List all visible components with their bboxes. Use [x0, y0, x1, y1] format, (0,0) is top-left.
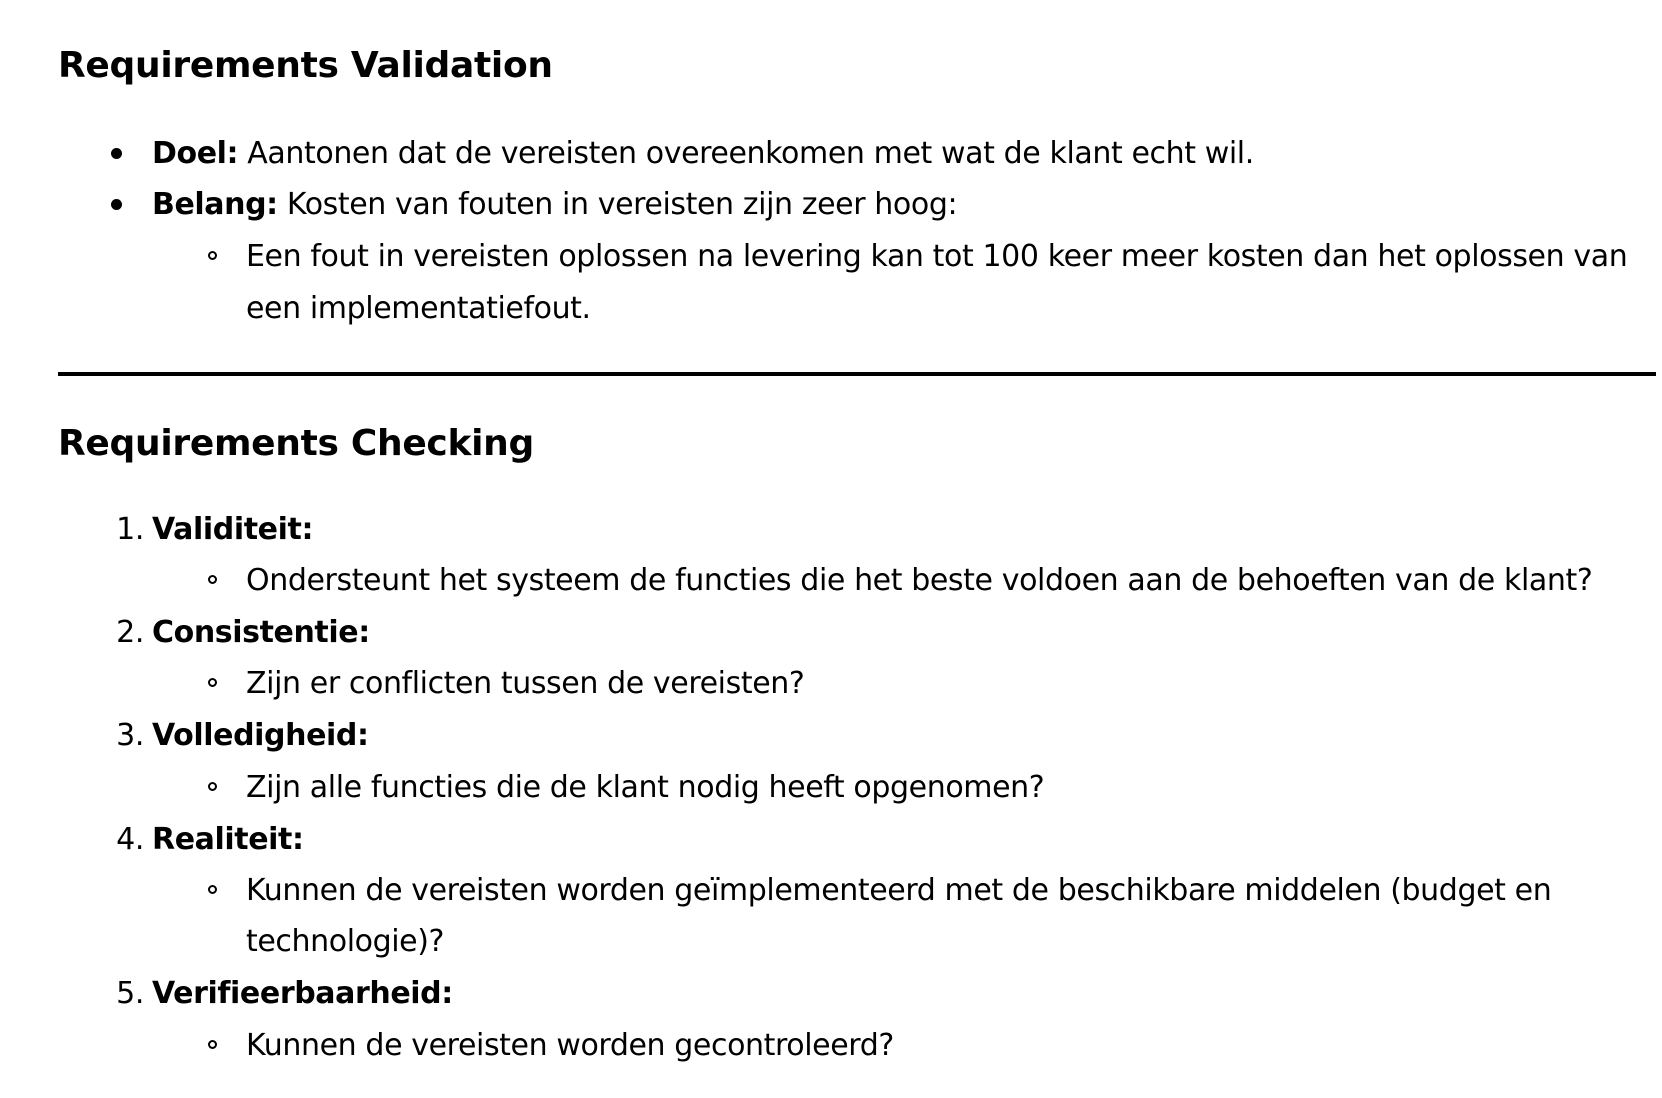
- item-label: Belang:: [152, 187, 278, 222]
- validation-subitem-line1: Een fout in vereisten oplossen na levering kan tot 100 keer meer kosten dan het oplossen van: [246, 239, 1628, 274]
- checking-subitem: Zijn er conflicten tussen de vereisten?: [246, 666, 805, 701]
- list-number: 1.: [116, 512, 144, 547]
- checking-item-label-volledigheid: Volledigheid:: [152, 718, 369, 753]
- bullet-disc: [111, 148, 122, 159]
- checking-item-label-consistentie: Consistentie:: [152, 615, 370, 650]
- checking-item-label-validiteit: Validiteit:: [152, 512, 314, 547]
- item-label: Doel:: [152, 136, 239, 171]
- horizontal-divider: [58, 372, 1656, 376]
- list-number: 4.: [116, 822, 144, 857]
- list-number: 3.: [116, 718, 144, 753]
- checking-subitem: technologie)?: [246, 924, 445, 959]
- section-title-validation: Requirements Validation: [58, 45, 553, 86]
- bullet-circle: [208, 575, 217, 584]
- checking-subitem: Kunnen de vereisten worden geïmplementeerd met de beschikbare middelen (budget en: [246, 873, 1552, 908]
- validation-item-belang: [152, 179, 957, 231]
- list-number: 5.: [116, 976, 144, 1011]
- bullet-circle: [208, 782, 217, 791]
- checking-subitem: Kunnen de vereisten worden gecontroleerd?: [246, 1028, 894, 1063]
- bullet-circle: [208, 1040, 217, 1049]
- item-text: Aantonen dat de vereisten overeenkomen met wat de klant echt wil.: [238, 136, 1254, 171]
- bullet-circle: [208, 678, 217, 687]
- validation-subitem-line2: een implementatiefout.: [246, 291, 591, 326]
- list-number: 2.: [116, 615, 144, 650]
- validation-item-doel: [152, 128, 1254, 180]
- bullet-circle: [208, 251, 217, 260]
- checking-item-label-realiteit: Realiteit:: [152, 822, 304, 857]
- checking-subitem: Ondersteunt het systeem de functies die het beste voldoen aan de behoeften van de klant?: [246, 563, 1593, 598]
- item-text: Kosten van fouten in vereisten zijn zeer hoog:: [277, 187, 958, 222]
- bullet-circle: [208, 885, 217, 894]
- section-title-checking: Requirements Checking: [58, 423, 534, 464]
- checking-item-label-verifieerbaarheid: Verifieerbaarheid:: [152, 976, 453, 1011]
- bullet-disc: [111, 199, 122, 210]
- checking-subitem: Zijn alle functies die de klant nodig heeft opgenomen?: [246, 770, 1045, 805]
